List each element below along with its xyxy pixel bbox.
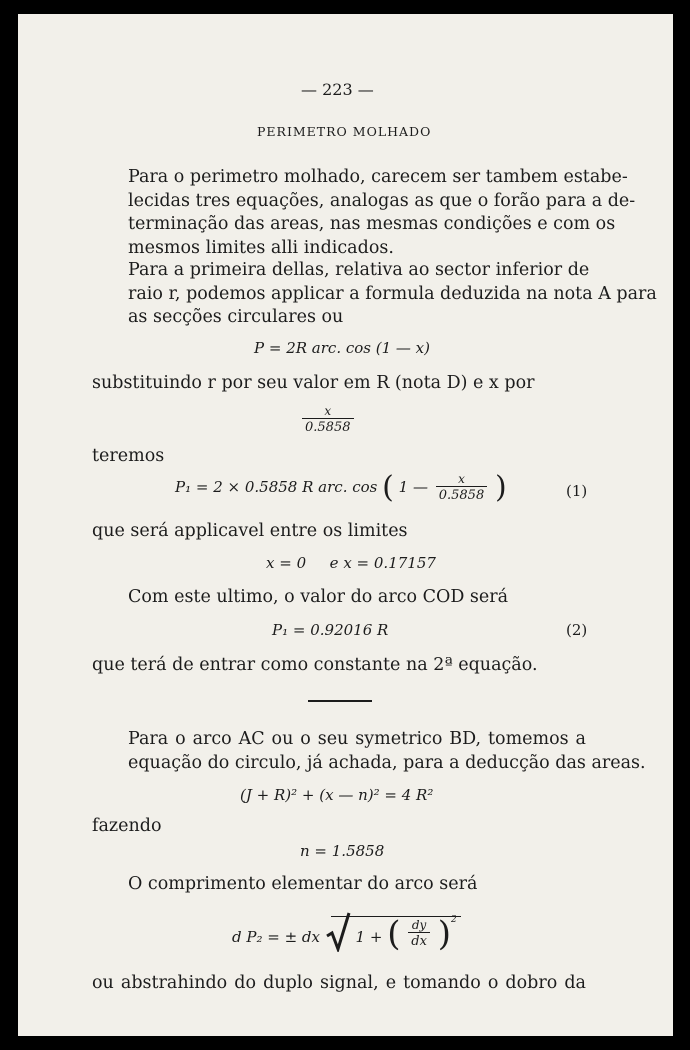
paragraph-substitution [92, 372, 586, 396]
paragraph-fazendo [92, 815, 586, 839]
equation-fraction [299, 404, 357, 436]
text-line: Para o arco AC ou o seu symetrico BD, tomemos a [128, 729, 586, 749]
paragraph-limits [92, 520, 586, 544]
paragraph-final [92, 972, 586, 996]
equation-dp2-one: 1 + [355, 928, 383, 946]
text-line: lecidas tres equações, analogas as que o forão para a de- [128, 190, 636, 211]
limit-lower: x = 0 [266, 554, 307, 572]
document-page [18, 14, 673, 1036]
equation-circle: (J + R)² + (x — n)² = 4 R² [240, 786, 434, 804]
fraction-denominator: 0.5858 [436, 486, 488, 504]
text-line: Para o perimetro molhado, carecem ser tambem estabe- [128, 167, 628, 187]
equation-2: P₁ = 0.92016 R [272, 621, 389, 639]
left-paren: ( [382, 470, 394, 505]
equation-dp2-lhs: d P₂ = ± dx [232, 928, 320, 946]
text-line: teremos [92, 446, 165, 466]
equation-n: n = 1.5858 [300, 842, 385, 860]
text-line: equação do circulo, já achada, para a deducção das areas. [128, 752, 646, 773]
section-title: PERIMETRO MOLHADO [257, 124, 432, 139]
equation-dp2 [232, 914, 457, 960]
fraction-numerator: x [458, 472, 465, 486]
paragraph-teremos [92, 445, 586, 469]
left-paren: ( [387, 914, 401, 954]
paragraph-constant [92, 654, 586, 678]
text-line: ou abstrahindo do duplo signal, e tomando o dobro da [92, 973, 586, 993]
text-line: que será applicavel entre os limites [92, 521, 408, 541]
fraction-denominator: 0.5858 [302, 418, 354, 436]
paragraph-wetted-perimeter-intro [92, 166, 636, 260]
fraction-numerator: x [324, 404, 332, 418]
right-paren: ) [495, 470, 507, 505]
equation-1-lhs: P₁ = 2 × 0.5858 R arc. cos [175, 478, 378, 496]
text-line: raio r, podemos applicar a formula deduzida na nota A para [128, 283, 657, 304]
text-line: Para a primeira dellas, relativa ao sector inferior de [128, 260, 590, 280]
equation-perimeter: P = 2R arc. cos (1 — x) [254, 339, 430, 357]
right-paren: ) [437, 914, 451, 954]
text-line: fazendo [92, 816, 162, 836]
fraction-denominator: dx [408, 932, 430, 950]
exponent: 2 [450, 915, 457, 925]
text-line: as secções circulares ou [128, 307, 344, 327]
equation-1-label: (1) [566, 482, 588, 500]
paragraph-arc-length [92, 873, 586, 897]
section-divider [308, 700, 372, 702]
equation-limits [266, 554, 436, 572]
text-line: que terá de entrar como constante na 2ª equação. [92, 655, 538, 675]
text-line: mesmos limites alli indicados. [128, 237, 394, 258]
equation-2-label: (2) [566, 621, 588, 639]
radical-bar [331, 916, 461, 917]
limit-upper: e x = 0.17157 [329, 554, 436, 572]
radical-sign-icon [325, 912, 351, 952]
text-line: terminação das areas, nas mesmas condições e com os [128, 214, 616, 234]
paragraph-first-equation [92, 259, 657, 330]
paragraph-arc-ac [92, 728, 646, 775]
paragraph-arc-cod [92, 586, 586, 610]
text-line: substituindo r por seu valor em R (nota D) e x por [92, 373, 535, 393]
text-line: O comprimento elementar do arco será [128, 874, 478, 894]
text-line: Com este ultimo, o valor do arco COD será [128, 587, 509, 607]
page-number: — 223 — [301, 80, 374, 99]
fraction-numerator: dy [411, 918, 427, 932]
equation-1 [175, 472, 507, 504]
equation-1-inner: 1 — [398, 478, 428, 496]
